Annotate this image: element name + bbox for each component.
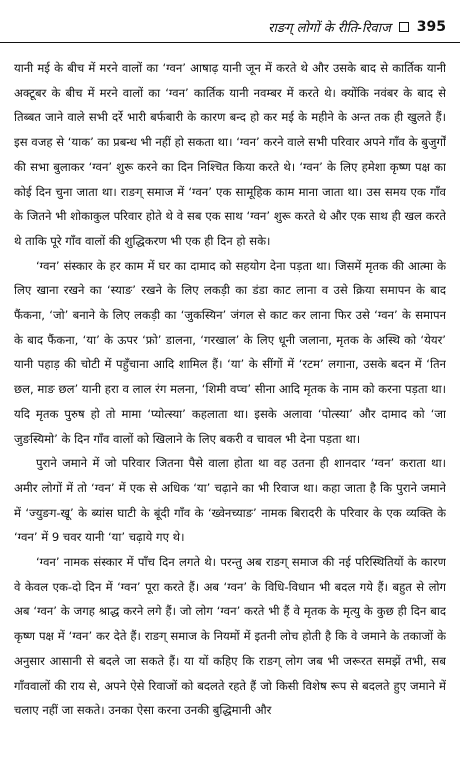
running-header	[0, 16, 446, 38]
page-number: 395	[416, 19, 446, 35]
square-ornament-icon	[399, 22, 409, 32]
paragraph-4: ‘ग्वन’ नामक संस्कार में पाँच दिन लगते थे। परन्तु अब राङग् समाज की नई परिस्थितियों के कारण वे केवल एक-दो दिन में ‘ग्वन’ पूरा करते हैं। अब ‘ग्वन’ के विधि-विधान भी बदल गये हैं। बहुत से लोग अब ‘ग्वन’ के जगह श्राद्ध करने लगे हैं। जो लोग ‘ग्वन’ करते भी हैं वे मृतक के मृत्यु के कुछ ही दिन बाद कृष्ण पक्ष में ‘ग्वन’ कर देते हैं। राङग् समाज के नियमों में इतनी लोच होती है कि वे जमाने के तकाजों के अनुसार आसानी से बदले जा सकते हैं। या यों कहिए कि राङग् लोग जब भी जरूरत समझें तभी, सब गाँववालों की राय से, अपने ऐसे रिवाजों को बदलते रहते हैं जो किसी विशेष रूप से बदलते हुए जमाने में चलाए नहीं जा सकते। उनका ऐसा करना उनकी बुद्धिमानी और	[14, 555, 446, 718]
paragraph-1: यानी मई के बीच में मरने वालों का ‘ग्वन’ आषाढ़ यानी जून में करते थे और उसके बाद से कार्तिक यानी अक्टूबर के बीच में मरने वालों का ‘ग्वन’ कार्तिक यानी नवम्बर में करते थे। क्योंकि नवंबर के बाद से तिब्बत जाने वाले सभी दर्रे भारी बर्फबारी के कारण बन्द हो कर मई के महीने के अन्त तक ही खुलते हैं। इस वजह से ‘याक’ का प्रबन्ध भी नहीं हो सकता था। ‘ग्वन’ करने वाले सभी परिवार अपने गाँव के बुजुर्गों की सभा बुलाकर ‘ग्वन’ शुरू करने का दिन निश्चित किया करते थे। ‘ग्वन’ के लिए हमेशा कृष्ण पक्ष का कोई दिन चुना जाता था। राङग् समाज में ‘ग्वन’ एक सामूहिक काम माना जाता था। उस समय एक गाँव के जितने भी शोकाकुल परिवार होते थे वे सब एक साथ ‘ग्वन’ शुरू करते थे और एक साथ ही खल करते थे ताकि पूरे गाँव वालों की शुद्धिकरण भी एक ही दिन हो सके।	[14, 61, 446, 248]
paragraph-3: पुराने जमाने में जो परिवार जितना पैसे वाला होता था वह उतना ही शानदार ‘ग्वन’ कराता था। अमीर लोगों में तो ‘ग्वन’ में एक से अधिक ‘या’ चढ़ाने का भी रिवाज था। कहा जाता है कि पुराने जमाने में ‘ज्युङग-खू’ के ब्यांस घाटी के बूंदी गाँव के ‘ख्वेनच्याङ’ नामक बिरादरी के परिवार के एक व्यक्ति के ‘ग्वन’ में 9 चवर यानी ‘या’ चढ़ाये गए थे।	[14, 456, 446, 545]
paragraph-2: ‘ग्वन’ संस्कार के हर काम में घर का दामाद को सहयोग देना पड़ता था। जिसमें मृतक की आत्मा के लिए खाना रखने का ‘स्याङ’ रखने के लिए लकड़ी का डंडा काट लाना व उसे क्रिया समापन के बाद फैंकना, ‘जो’ बनाने के लिए लकड़ी का ‘जुकस्यिन’ जंगल से काट कर लाना फिर उसे ‘ग्वन’ के समापन के बाद फैंकना, ‘या’ के ऊपर ‘फ्रो’ डालना, ‘गरखाल’ के लिए धूनी जलाना, मृतक के अस्थि को ‘येयर’ यानी पहाड़ की चोटी में पहुँचाना आदि शामिल हैं। ‘या’ के सींगों में ‘रटम’ लगाना, उसके बदन में ‘तिन छल, माङ छल’ यानी हरा व लाल रंग मलना, ‘शिमी वप्च’ सीना आदि मृतक के नाम को करना पड़ता था। यदि मृतक पुरुष हो तो मामा ‘प्योत्स्या’ कहलाता था। इसके अलावा ‘पोत्स्या’ और दामाद को ‘जा जुङस्यिमो’ के दिन गाँव वालों को खिलाने के लिए बकरी व चावल भी देना पड़ता था।	[14, 258, 446, 446]
body-text	[14, 56, 446, 774]
header-rule	[0, 42, 460, 43]
running-header-title: राङग् लोगों के रीति-रिवाज	[268, 21, 391, 36]
